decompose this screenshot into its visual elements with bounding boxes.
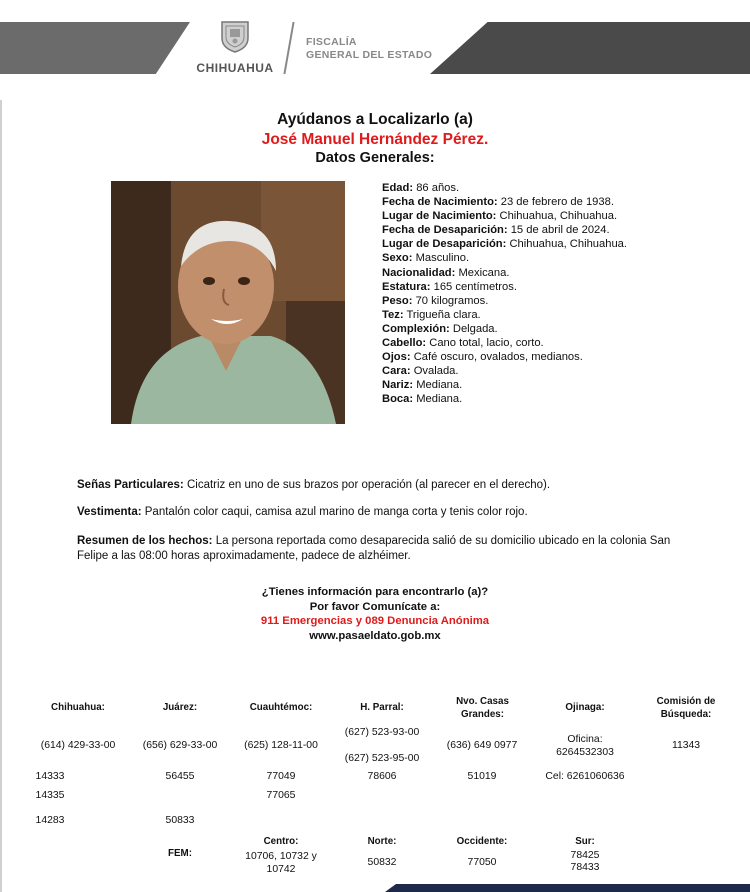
detail-label: Lugar de Nacimiento: xyxy=(382,210,497,223)
senas-label: Señas Particulares: xyxy=(77,479,184,491)
detail-value: Mexicana. xyxy=(458,266,510,279)
agency-name: FISCALÍA GENERAL DEL ESTADO xyxy=(306,36,433,61)
fem-occidente: 77050 xyxy=(467,857,497,868)
detail-value: Mediana. xyxy=(416,393,463,406)
contact-info xyxy=(0,585,750,643)
fem-norte: 50832 xyxy=(367,857,397,868)
header-casas-grandes: Nvo. Casas Grandes: xyxy=(456,696,509,720)
fem-centro: 10706, 10732 y 10742 xyxy=(245,851,317,875)
header-band-left xyxy=(0,22,190,74)
detail-value: Mediana. xyxy=(416,379,463,392)
detail-label: Boca: xyxy=(382,393,414,406)
fem-header-norte: Norte: xyxy=(367,836,397,847)
senas-value: Cicatriz en uno de sus brazos por operación (al parecer en el derecho). xyxy=(186,479,551,491)
vestimenta-label: Vestimenta: xyxy=(77,506,142,518)
phone-casas-grandes: (636) 649 0977 xyxy=(446,740,518,751)
detail-row xyxy=(382,336,722,350)
detail-row xyxy=(382,294,722,308)
detail-row xyxy=(382,364,722,378)
person-name: José Manuel Hernández Pérez. xyxy=(261,131,489,148)
footer-bar xyxy=(385,884,750,892)
ext-juarez-2: 50833 xyxy=(165,815,195,826)
fem-header-centro: Centro: xyxy=(263,836,299,847)
contact-question: ¿Tienes información para encontrarlo (a)? xyxy=(261,586,489,598)
fem-header-sur: Sur: xyxy=(575,836,595,847)
detail-value: Trigueña clara. xyxy=(406,308,481,321)
detail-label: Peso: xyxy=(382,294,413,307)
ext-casas-grandes: 51019 xyxy=(467,771,497,782)
detail-value: Masculino. xyxy=(415,252,470,265)
vestimenta xyxy=(77,505,697,520)
header-parral: H. Parral: xyxy=(360,702,404,713)
person-photo xyxy=(111,181,345,424)
fem-sur-2: 78433 xyxy=(570,862,600,873)
detail-label: Ojos: xyxy=(382,351,411,364)
header-chihuahua: Chihuahua: xyxy=(51,702,105,713)
resumen-label: Resumen de los hechos: xyxy=(77,535,213,547)
senas-particulares xyxy=(77,478,697,493)
detail-value: 23 de febrero de 1938. xyxy=(500,196,614,209)
detail-row xyxy=(382,392,722,406)
ext-chihuahua-3: 14283 xyxy=(35,815,65,826)
detail-row xyxy=(382,350,722,364)
detail-value: Chihuahua, Chihuahua. xyxy=(499,210,618,223)
detail-label: Fecha de Desaparición: xyxy=(382,224,508,237)
section-subtitle: Datos Generales: xyxy=(315,150,435,166)
header-juarez: Juárez: xyxy=(162,702,198,713)
detail-label: Estatura: xyxy=(382,280,431,293)
detail-row xyxy=(382,308,722,322)
detail-row xyxy=(382,322,722,336)
header-cuauhtemoc: Cuauhtémoc: xyxy=(249,702,313,713)
detail-value: Chihuahua, Chihuahua. xyxy=(509,238,628,251)
detail-row xyxy=(382,266,722,280)
logo-state-text: CHIHUAHUA xyxy=(196,61,274,75)
phone-ojinaga-office: 6264532303 xyxy=(556,747,614,758)
detail-value: Ovalada. xyxy=(413,365,459,378)
page-title: Ayúdanos a Localizarlo (a) xyxy=(277,111,473,128)
header-comision: Comisión de Búsqueda: xyxy=(656,696,716,720)
header-ojinaga: Ojinaga: xyxy=(565,702,605,713)
vestimenta-value: Pantalón color caqui, camisa azul marino de manga corta y tenis color rojo. xyxy=(144,506,528,518)
detail-label: Cabello: xyxy=(382,337,427,350)
detail-label: Tez: xyxy=(382,308,404,321)
detail-row xyxy=(382,280,722,294)
ext-cuauhtemoc-2: 77065 xyxy=(266,790,296,801)
phone-comision: 11343 xyxy=(671,740,701,751)
detail-label: Nacionalidad: xyxy=(382,266,456,279)
phone-parral-1: (627) 523-93-00 xyxy=(344,727,420,738)
detail-label: Edad: xyxy=(382,182,414,194)
detail-value: Delgada. xyxy=(452,322,498,335)
resumen-hechos xyxy=(77,534,697,564)
detail-row xyxy=(382,209,722,223)
ojinaga-office-label: Oficina: xyxy=(567,734,603,745)
phone-parral-2: (627) 523-95-00 xyxy=(344,753,420,764)
detail-label: Lugar de Desaparición: xyxy=(382,238,507,251)
emergency-numbers: 911 Emergencias y 089 Denuncia Anónima xyxy=(260,615,490,627)
header-divider xyxy=(283,22,294,74)
ext-chihuahua-1: 14333 xyxy=(35,771,65,782)
details-list xyxy=(382,181,722,407)
phone-ojinaga-cel: Cel: 6261060636 xyxy=(545,771,625,782)
shield-icon xyxy=(220,20,250,54)
chihuahua-logo xyxy=(190,20,280,80)
detail-row xyxy=(382,251,722,265)
detail-label: Sexo: xyxy=(382,252,413,265)
detail-label: Nariz: xyxy=(382,379,414,392)
detail-row xyxy=(382,223,722,237)
phone-juarez: (656) 629-33-00 xyxy=(142,740,218,751)
detail-label: Cara: xyxy=(382,365,411,378)
header xyxy=(0,0,750,100)
resumen-value: La persona reportada como desaparecida salió de su domicilio ubicado en la colonia San Felipe a las 08:00 horas aproximadamente, padece de alzhéimer. xyxy=(77,535,671,562)
header-band-right xyxy=(430,22,750,74)
fem-label: FEM: xyxy=(168,848,192,859)
detail-value: Cano total, lacio, corto. xyxy=(429,337,544,350)
ext-juarez-1: 56455 xyxy=(165,771,195,782)
website-link[interactable]: www.pasaeldato.gob.mx xyxy=(309,629,441,642)
detail-row xyxy=(382,378,722,392)
fem-header-occidente: Occidente: xyxy=(456,836,508,847)
detail-value: 86 años. xyxy=(416,182,460,194)
ext-chihuahua-2: 14335 xyxy=(35,790,65,801)
phone-chihuahua: (614) 429-33-00 xyxy=(40,740,116,751)
detail-value: 15 de abril de 2024. xyxy=(510,224,610,237)
detail-value: 165 centímetros. xyxy=(433,280,517,293)
detail-value: Café oscuro, ovalados, medianos. xyxy=(413,351,583,364)
detail-row xyxy=(382,195,722,209)
detail-label: Fecha de Nacimiento: xyxy=(382,196,498,209)
phone-cuauhtemoc: (625) 128-11-00 xyxy=(244,740,318,751)
contact-request: Por favor Comunícate a: xyxy=(309,600,441,613)
detail-row xyxy=(382,181,722,195)
ext-cuauhtemoc-1: 77049 xyxy=(266,771,296,782)
page-edge xyxy=(0,100,2,892)
fem-sur-1: 78425 xyxy=(570,850,600,861)
detail-row xyxy=(382,237,722,251)
detail-label: Complexión: xyxy=(382,322,450,335)
ext-parral: 78606 xyxy=(367,771,397,782)
detail-value: 70 kilogramos. xyxy=(415,294,489,307)
